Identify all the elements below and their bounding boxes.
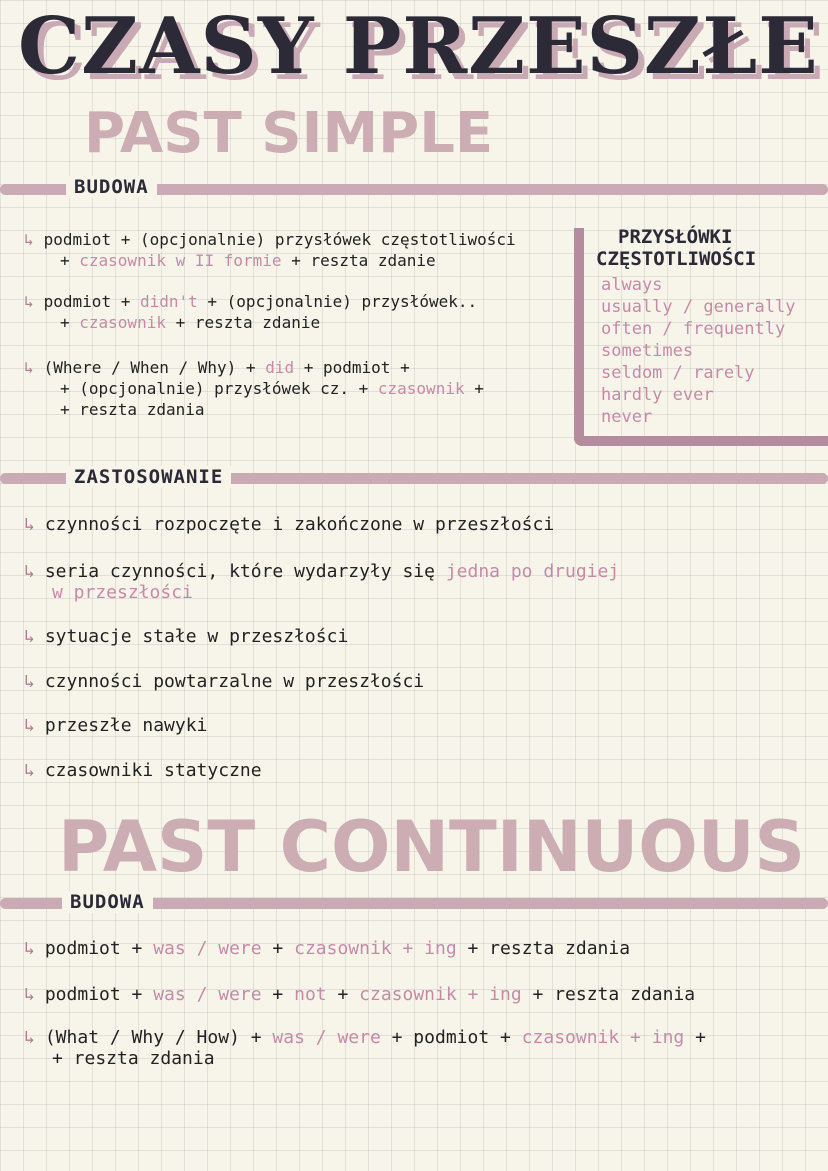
adverbs-title-line1: PRZYSŁÓWKI: [618, 226, 733, 248]
curved-arrow-icon: ↳: [24, 292, 34, 311]
highlight-text: czasownik: [377, 379, 465, 398]
text-segment: (What / Why / How) +: [44, 1027, 273, 1048]
text-segment: +: [464, 379, 484, 398]
text-line: [24, 230, 516, 250]
text-segment: + (opcjonalnie) przysłówek cz. +: [60, 379, 378, 398]
text-line: [24, 627, 348, 647]
text-segment: sytuacje stałe w przeszłości: [44, 626, 349, 647]
highlight-text: czasownik + ing: [521, 1027, 685, 1048]
text-line: [24, 716, 207, 736]
text-segment: + podmiot +: [380, 1027, 522, 1048]
highlight-text: czasownik + ing: [294, 938, 457, 959]
text-segment: czynności powtarzalne w przeszłości: [44, 671, 425, 692]
text-segment: podmiot + (opcjonalnie) przysłówek częstotliwości: [43, 230, 516, 249]
text-segment: +: [60, 313, 80, 332]
zastosowanie-label: ZASTOSOWANIE: [66, 466, 231, 488]
curved-arrow-icon: ↳: [24, 514, 35, 535]
text-line: [52, 1049, 215, 1069]
curved-arrow-icon: ↳: [24, 1027, 35, 1048]
highlight-text: was / were: [153, 938, 262, 959]
text-line: [24, 292, 477, 312]
text-line: [24, 358, 410, 378]
text-line: [60, 379, 484, 399]
text-segment: podmiot +: [44, 984, 154, 1005]
curved-arrow-icon: ↳: [24, 358, 34, 377]
curved-arrow-icon: ↳: [24, 561, 35, 582]
highlight-text: was / were: [153, 984, 262, 1005]
text-line: [60, 313, 320, 333]
text-segment: +: [684, 1027, 706, 1048]
text-segment: przeszłe nawyki: [44, 715, 208, 736]
curved-arrow-icon: ↳: [24, 671, 35, 692]
text-segment: + reszta zdania: [521, 984, 696, 1005]
text-segment: czynności rozpoczęte i zakończone w przeszłości: [44, 514, 555, 535]
text-line: [60, 251, 436, 271]
text-line: [52, 583, 193, 603]
highlight-text: jedna po drugiej: [445, 561, 620, 582]
text-segment: +: [261, 938, 295, 959]
adverb-item: never: [601, 407, 653, 427]
curved-arrow-icon: ↳: [24, 715, 35, 736]
text-line: [24, 672, 424, 692]
highlight-text: didn't: [139, 292, 198, 311]
text-line: [24, 515, 554, 535]
curved-arrow-icon: ↳: [24, 626, 35, 647]
past-simple-heading: PAST SIMPLE: [84, 101, 494, 166]
budowa-label: BUDOWA: [66, 176, 157, 198]
text-segment: + reszta zdanie: [281, 251, 436, 270]
text-line: [60, 400, 205, 420]
text-segment: + podmiot +: [294, 358, 410, 377]
text-line: [24, 939, 630, 959]
text-segment: +: [326, 984, 360, 1005]
text-segment: + reszta zdanie: [165, 313, 321, 332]
highlight-text: w przeszłości: [52, 582, 193, 603]
highlight-text: czasownik w II formie: [79, 251, 282, 270]
text-line: [24, 1028, 706, 1048]
text-segment: + reszta zdania: [456, 938, 631, 959]
curved-arrow-icon: ↳: [24, 984, 35, 1005]
curved-arrow-icon: ↳: [24, 230, 34, 249]
curved-arrow-icon: ↳: [24, 938, 35, 959]
adverbs-title-line2: CZĘSTOTLIWOŚCI: [596, 248, 757, 270]
curved-arrow-icon: ↳: [24, 760, 35, 781]
adverb-item: always: [601, 275, 663, 295]
text-segment: podmiot +: [44, 938, 154, 959]
text-line: [24, 562, 619, 582]
highlight-text: czasownik + ing: [359, 984, 522, 1005]
text-segment: czasowniki statyczne: [44, 760, 262, 781]
past-continuous-heading: PAST CONTINUOUS: [58, 806, 806, 888]
text-line: [24, 985, 695, 1005]
text-segment: +: [60, 251, 80, 270]
text-segment: + (opcjonalnie) przysłówek..: [197, 292, 478, 311]
adverb-item: seldom / rarely: [601, 363, 755, 383]
highlight-text: not: [294, 984, 327, 1005]
text-segment: + reszta zdania: [52, 1048, 215, 1069]
text-segment: podmiot +: [43, 292, 140, 311]
text-segment: + reszta zdania: [60, 400, 205, 419]
text-line: [24, 761, 262, 781]
adverb-item: hardly ever: [601, 385, 714, 405]
text-segment: +: [261, 984, 295, 1005]
budowa-label-2: BUDOWA: [62, 891, 153, 913]
highlight-text: did: [265, 358, 295, 377]
highlight-text: czasownik: [79, 313, 166, 332]
adverb-item: sometimes: [601, 341, 694, 361]
adverb-item: usually / generally: [601, 297, 796, 317]
adverb-item: often / frequently: [601, 319, 786, 339]
text-segment: seria czynności, które wydarzyły się: [44, 561, 446, 582]
highlight-text: was / were: [272, 1027, 381, 1048]
text-segment: (Where / When / Why) +: [43, 358, 266, 377]
page-title: CZASY PRZESZŁE: [18, 1, 819, 92]
